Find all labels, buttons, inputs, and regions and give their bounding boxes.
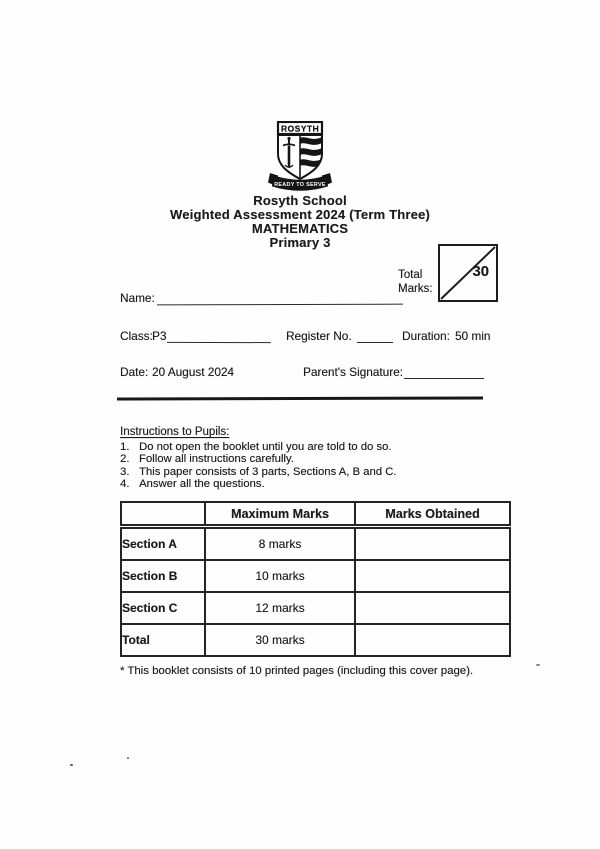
register-no-label: Register No. bbox=[286, 329, 352, 343]
class-label: Class: bbox=[120, 329, 153, 343]
name-blank-line bbox=[157, 303, 403, 306]
class-blank-line bbox=[167, 341, 271, 343]
crest-ribbon-text: READY TO SERVE bbox=[274, 181, 326, 188]
section-b-cell: Section B bbox=[121, 560, 205, 592]
assessment-title: Weighted Assessment 2024 (Term Three) bbox=[169, 207, 431, 222]
instructions-list bbox=[120, 441, 480, 490]
instruction-item: 3. This paper consists of 3 parts, Sections A, B and C. bbox=[120, 465, 397, 478]
total-row-cell: Total bbox=[121, 624, 205, 656]
table-row bbox=[121, 592, 510, 624]
register-no-blank-line bbox=[357, 341, 393, 343]
name-label: Name: bbox=[120, 291, 155, 305]
total-marks-value: 30 bbox=[472, 263, 489, 280]
instruction-item: 1. Do not open the booklet until you are told to do so. bbox=[120, 441, 392, 453]
max-marks-cell: 10 marks bbox=[205, 560, 355, 592]
instruction-item: 2. Follow all instructions carefully. bbox=[120, 453, 294, 466]
crest-graphic bbox=[265, 121, 335, 195]
scan-speck bbox=[70, 764, 73, 766]
school-name: Rosyth School bbox=[253, 193, 347, 208]
level-title: Primary 3 bbox=[269, 235, 331, 250]
total-marks-box bbox=[438, 244, 498, 302]
date-value: 20 August 2024 bbox=[152, 365, 234, 379]
section-a-cell: Section A bbox=[121, 527, 205, 561]
duration-label: Duration: bbox=[402, 329, 450, 343]
marks-obtained-cell bbox=[355, 560, 510, 592]
total-marks-label: Total Marks: bbox=[398, 269, 433, 295]
section-divider-line bbox=[117, 397, 483, 401]
scan-speck bbox=[127, 757, 129, 759]
max-marks-cell: 8 marks bbox=[205, 527, 355, 561]
instruction-item: 4. Answer all the questions. bbox=[120, 477, 265, 490]
crest-banner-text: ROSYTH bbox=[280, 123, 320, 134]
instructions-heading: Instructions to Pupils: bbox=[120, 426, 230, 438]
title-block bbox=[0, 194, 600, 250]
school-crest bbox=[265, 121, 335, 195]
booklet-footnote: * This booklet consists of 10 printed pages (including this cover page). bbox=[120, 665, 474, 677]
marks-obtained-cell bbox=[355, 624, 510, 656]
marks-obtained-cell bbox=[355, 592, 510, 624]
marks-obtained-cell bbox=[355, 527, 510, 561]
header-maximum-marks: Maximum Marks bbox=[205, 502, 355, 527]
scan-speck bbox=[536, 664, 540, 666]
parent-signature-label: Parent's Signature: bbox=[303, 365, 403, 379]
max-marks-cell: 30 marks bbox=[205, 624, 355, 656]
section-c-cell: Section C bbox=[121, 592, 205, 624]
duration-value: 50 min bbox=[455, 329, 491, 343]
date-label: Date: bbox=[120, 365, 149, 379]
class-value: P3 bbox=[152, 329, 167, 343]
header-marks-obtained: Marks Obtained bbox=[355, 502, 510, 527]
header-blank-cell bbox=[121, 502, 205, 527]
parent-signature-blank-line bbox=[404, 377, 484, 379]
table-row bbox=[121, 624, 510, 656]
subject-title: MATHEMATICS bbox=[251, 221, 349, 236]
marks-summary-table bbox=[120, 501, 511, 657]
table-row bbox=[121, 527, 510, 561]
table-row bbox=[121, 560, 510, 592]
max-marks-cell: 12 marks bbox=[205, 592, 355, 624]
crest-waves bbox=[300, 137, 322, 167]
table-header-row bbox=[121, 502, 510, 527]
